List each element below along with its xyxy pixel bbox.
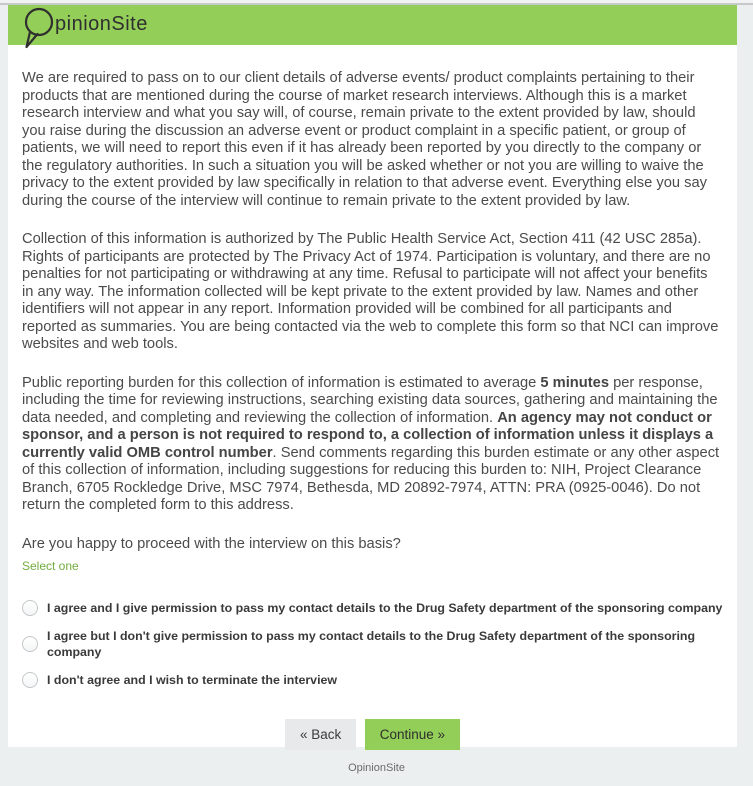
navigation-buttons: [22, 719, 723, 750]
select-one-instruction: Select one: [22, 559, 79, 573]
logo-text: pinionSite: [55, 13, 148, 35]
bold-five-minutes: 5 minutes: [540, 374, 609, 391]
radio-option-label: I agree and I give permission to pass my contact details to the Drug Safety department of the sponsoring company: [47, 601, 723, 615]
header-bar: [8, 5, 737, 45]
footer-brand-text: OpinionSite: [348, 762, 405, 774]
radio-option-agree-no-permission[interactable]: [22, 628, 723, 660]
radio-button-icon[interactable]: [22, 600, 38, 616]
paragraph-adverse-events: We are required to pass on to our client details of adverse events/ product complaints pertaining to their products that are mentioned during the course of market research interviews. Although this is a market research interview and what you say will, of course, remain private to the extent provided by law, should you raise during the discussion an adverse event or product complaint in a specific patient, or group of patients, we will need to report this even if it has already been reported by you directly to the company or the regulatory authorities. In such a situation you will be asked whether or not you are willing to waive the privacy to the extent provided by law specifically in relation to that adverse event. Everything else you say during the course of the interview will continue to remain private to the extent provided by law.: [22, 70, 707, 209]
paragraph-reporting-burden: Public reporting burden for this collection of information is estimated to average 5 minutes per response, including the time for reviewing instructions, searching existing data sources, gathering and maintaining the data needed, and completing and reviewing the collection of information. An agency may not conduct or sponsor, and a person is not required to respond to, a collection of information unless it displays a currently valid OMB control number. Send comments regarding this burden estimate or any other aspect of this collection of information, including suggestions for reducing this burden to: NIH, Project Clearance Branch, 6705 Rockledge Drive, MSC 7974, Bethesda, MD 20892-7974, ATTN: PRA (0925-0046). Do not return the completed form to this address.: [22, 374, 720, 513]
continue-button[interactable]: Continue »: [365, 719, 460, 750]
radio-button-icon[interactable]: [22, 636, 38, 652]
radio-option-label: I don't agree and I wish to terminate the interview: [47, 673, 338, 687]
radio-option-label: I agree but I don't give permission to pass my contact details to the Drug Safety department of the sponsoring company: [47, 629, 696, 659]
bold-omb-notice: An agency may not conduct or sponsor, and a person is not required to respond to, a collection of information unless it displays a currently valid OMB control number: [22, 409, 714, 461]
main-content: [8, 45, 737, 750]
speech-bubble-icon: [20, 5, 58, 51]
opinionsite-logo: [20, 8, 148, 48]
radio-group: [22, 600, 723, 688]
back-button[interactable]: « Back: [285, 719, 356, 750]
question-text: Are you happy to proceed with the interview on this basis?: [22, 535, 401, 552]
survey-page: [8, 5, 737, 747]
paragraph-privacy-act: Collection of this information is authorized by The Public Health Service Act, Section 411 (42 USC 285a). Rights of participants are protected by The Privacy Act of 1974. Participation is voluntary, and there are no penalties for not participating or withdrawing at any time. Refusal to participate will not affect your benefits in any way. The information collected will be kept private to the extent provided by law. Names and other identifiers will not appear in any report. Information provided will be combined for all participants and reported as summaries. You are being contacted via the web to complete this form so that NCI can improve websites and web tools.: [22, 231, 719, 352]
radio-button-icon[interactable]: [22, 672, 38, 688]
radio-option-dont-agree[interactable]: [22, 672, 723, 688]
radio-option-agree-give-permission[interactable]: [22, 600, 723, 616]
page-footer: [0, 747, 753, 774]
